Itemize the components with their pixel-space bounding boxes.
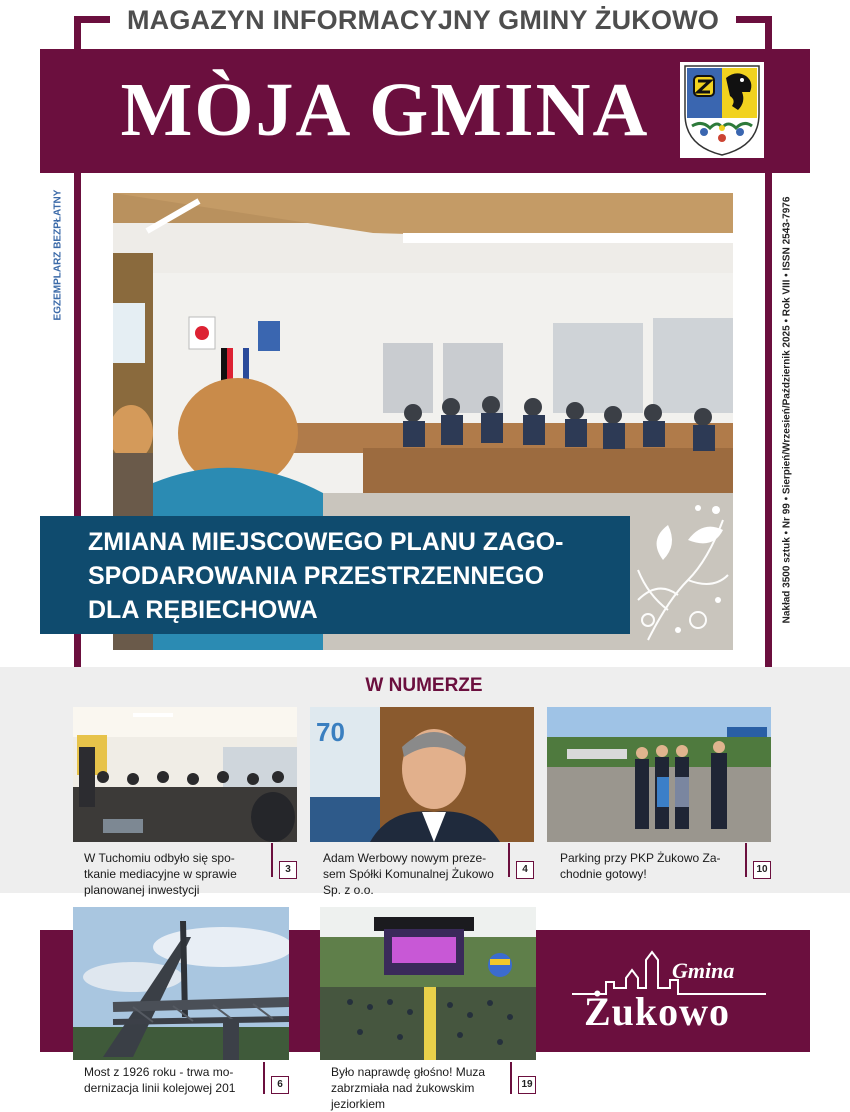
issue-info: Nakład 3500 sztuk • Nr 99 • Sierpień/Wrzesień/Październik 2025 • Rok VIII • ISSN 2543-7976 bbox=[781, 196, 793, 624]
article-caption-4: Most z 1926 roku - trwa mo- dernizacja linii kolejowej 201 bbox=[84, 1065, 236, 1095]
floral-ornament-icon bbox=[628, 500, 733, 650]
article-caption-2: Adam Werbowy nowym preze- sem Spółki Komunalnej Żukowo Sp. z o.o. bbox=[323, 851, 494, 897]
gmina-zukowo-logo bbox=[566, 948, 772, 1036]
coat-of-arms-icon bbox=[680, 62, 764, 158]
article-caption-3: Parking przy PKP Żukowo Za- chodnie gotowy! bbox=[560, 851, 721, 881]
caption-divider bbox=[745, 843, 747, 877]
caption-divider bbox=[263, 1062, 265, 1094]
article-caption-1: W Tuchomiu odbyło się spo- tkanie mediacyjne w sprawie planowanej inwestycji bbox=[84, 851, 237, 897]
page-number-5[interactable]: 19 bbox=[518, 1076, 536, 1094]
logo-line-2: Żukowo bbox=[584, 989, 731, 1034]
article-caption-5: Było naprawdę głośno! Muza zabrzmiała nad żukowskim jeziorkiem bbox=[331, 1065, 486, 1111]
cover-headline bbox=[88, 525, 618, 627]
page-number-1[interactable]: 3 bbox=[279, 861, 297, 879]
page-number-2[interactable]: 4 bbox=[516, 861, 534, 879]
article-photo-bridge-1926[interactable] bbox=[73, 907, 289, 1060]
article-photo-adam-werbowy[interactable] bbox=[310, 707, 534, 842]
headline-line-3: DLA RĘBIECHOWA bbox=[88, 596, 318, 624]
caption-divider bbox=[508, 843, 510, 877]
section-title: W NUMERZE bbox=[365, 675, 483, 696]
magazine-supertitle: MAGAZYN INFORMACYJNY GMINY ŻUKOWO bbox=[126, 5, 720, 35]
free-copy-label: EGZEMPLARZ BEZPŁATNY bbox=[52, 189, 64, 321]
caption-divider bbox=[271, 843, 273, 877]
logo-line-1: Gmina bbox=[672, 958, 735, 983]
page-number-4[interactable]: 6 bbox=[271, 1076, 289, 1094]
headline-line-1: ZMIANA MIEJSCOWEGO PLANU ZAGO- bbox=[88, 528, 564, 556]
page-number-3[interactable]: 10 bbox=[753, 861, 771, 879]
caption-divider bbox=[510, 1062, 512, 1094]
article-photo-tuchom-meeting[interactable] bbox=[73, 707, 297, 842]
frame-top-left bbox=[74, 16, 110, 23]
frame-top-right bbox=[736, 16, 772, 23]
svg-text:70: 70 bbox=[316, 717, 345, 747]
magazine-title: MÒJA GMINA bbox=[120, 68, 650, 152]
headline-line-2: SPODAROWANIA PRZESTRZENNEGO bbox=[88, 562, 545, 590]
article-photo-muza-concert[interactable] bbox=[320, 907, 536, 1060]
article-photo-parking-pkp[interactable] bbox=[547, 707, 771, 842]
